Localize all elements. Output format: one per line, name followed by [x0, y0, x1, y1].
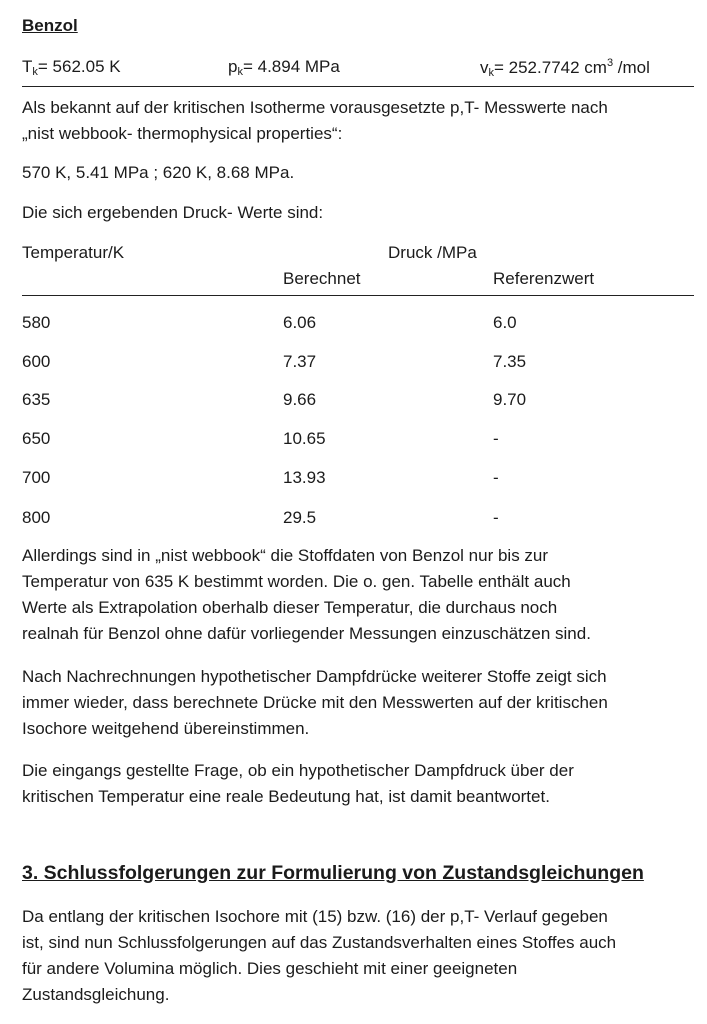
- table-header-rule: [22, 295, 694, 296]
- cell-reference: -: [493, 429, 499, 448]
- cell-temperature: 800: [22, 508, 51, 527]
- cell-reference: -: [493, 508, 499, 527]
- cell-calculated: 29.5: [283, 508, 317, 527]
- table-header-pressure: Druck /MPa: [388, 243, 477, 262]
- paragraph-extrapolation: Allerdings sind in „nist webbook“ die Stoffdaten von Benzol nur bis zur Temperatur von 635 K bestimmt worden. Die o. gen. Tabelle enthält auch Werte als Extrapolation oberhalb dieser Temperatur, die durchaus noch realnah für Benzol ohne dafür vorliegender Messungen einzuschätzen sind.: [22, 546, 591, 643]
- paragraph-conclusion: Die eingangs gestellte Frage, ob ein hypothetischer Dampfdruck über der kritischen Temperatur eine reale Bedeutung hat, ist damit beantwortet.: [22, 761, 574, 806]
- cell-temperature: 580: [22, 313, 51, 332]
- cell-reference: -: [493, 468, 499, 487]
- critical-volume: $v_k= 252.7742$ $cm^3$ /mol: [480, 57, 650, 79]
- paragraph-recalculation: Nach Nachrechnungen hypothetischer Dampfdrücke weiterer Stoffe zeigt sich immer wieder, dass berechnete Drücke mit den Messwerten auf der kritischen Isochore weitgehend übereinstimmen.: [22, 667, 608, 738]
- critical-pressure: $p_k= 4.894$ MPa: [228, 57, 340, 78]
- cell-calculated: 6.06: [283, 313, 317, 332]
- table-header-reference: Referenzwert: [493, 269, 595, 288]
- table-row: [22, 429, 50, 449]
- paragraph-section3: Da entlang der kritischen Isochore mit (15) bzw. (16) der p,T- Verlauf gegeben ist, sind nun Schlussfolgerungen auf das Zustandsverhalten eines Stoffes auch für andere Volumina möglich. Dies geschieht mit einer geeigneten Zustandsgleichung.: [22, 907, 617, 1004]
- table-row: [22, 508, 50, 528]
- intro-paragraph: Als bekannt auf der kritischen Isotherme vorausgesetzte p,T- Messwerte nach „nist webbook- thermophysical properties“:: [22, 98, 608, 143]
- cell-temperature: 650: [22, 429, 51, 448]
- cell-temperature: 700: [22, 468, 51, 487]
- cell-calculated: 10.65: [283, 429, 326, 448]
- cell-reference: 9.70: [493, 390, 527, 409]
- measured-values: 570 K, 5.41 MPa ; 620 K, 8.68 MPa.: [22, 163, 295, 182]
- table-header-calculated: Berechnet: [283, 269, 361, 288]
- cell-reference: 6.0: [493, 313, 517, 332]
- cell-calculated: 7.37: [283, 352, 317, 371]
- table-row: [22, 390, 50, 410]
- table-row: [22, 313, 50, 333]
- header-rule: [22, 86, 694, 87]
- table-row: [22, 352, 50, 372]
- cell-reference: 7.35: [493, 352, 527, 371]
- cell-temperature: 600: [22, 352, 51, 371]
- section-heading: 3. Schlussfolgerungen zur Formulierung von Zustandsgleichungen: [22, 862, 644, 884]
- critical-temperature: $T_k= 562.05$ K: [22, 57, 121, 78]
- cell-calculated: 13.93: [283, 468, 326, 487]
- table-row: [22, 468, 50, 488]
- cell-calculated: 9.66: [283, 390, 317, 409]
- cell-temperature: 635: [22, 390, 51, 409]
- result-intro: Die sich ergebenden Druck- Werte sind:: [22, 203, 324, 222]
- table-header-temperature: Temperatur/K: [22, 243, 125, 262]
- document-title: Benzol: [22, 16, 78, 35]
